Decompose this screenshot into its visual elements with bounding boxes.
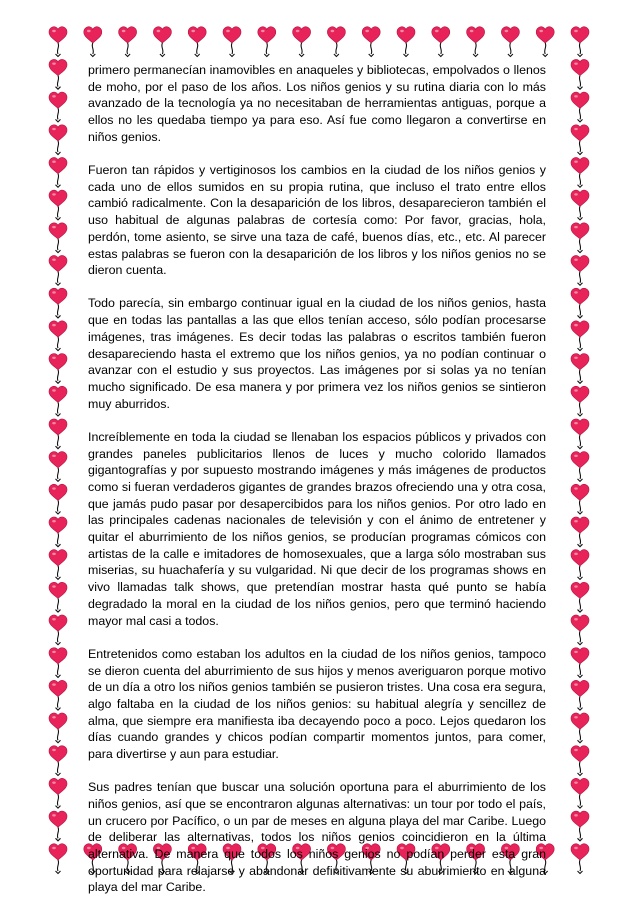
heart-balloon-icon	[49, 125, 67, 155]
heart-balloon-icon	[571, 354, 589, 384]
heart-balloon-icon	[571, 713, 589, 743]
heart-balloon-icon	[188, 27, 206, 57]
heart-balloon-icon	[571, 615, 589, 645]
heart-balloon-icon	[571, 778, 589, 808]
heart-balloon-icon	[49, 517, 67, 547]
heart-balloon-icon	[571, 256, 589, 286]
heart-balloon-icon	[501, 27, 519, 57]
heart-balloon-icon	[49, 713, 67, 743]
heart-balloon-icon	[432, 27, 450, 57]
heart-balloon-icon	[571, 452, 589, 482]
heart-balloon-icon	[327, 27, 345, 57]
paragraph-1: primero permanecían inamovibles en anaqueles y bibliotecas, empolvados o llenos de moho, por el paso de los años. Los niños genios y su rutina diaria con lo más avanzado de la tecnología ya no necesitaban de herramientas antiguas, porque a ellos no les quedaba tiempo ya para eso. Así fue como llegaron a convertirse en niños genios.	[88, 63, 546, 144]
heart-balloon-icon	[467, 27, 485, 57]
heart-balloon-icon	[571, 92, 589, 122]
heart-balloon-icon	[571, 27, 589, 57]
heart-balloon-icon	[49, 321, 67, 351]
heart-balloon-icon	[397, 27, 415, 57]
paragraph-2: Fueron tan rápidos y vertiginosos los cambios en la ciudad de los niños genios y cada uno de ellos sumidos en su propia rutina, que incluso el trato entre ellos cambió radicalmente. Con la desaparición de los libros, desaparecieron también el uso habitual de algunas palabras de cortesía como: Por favor, gracias, hola, perdón, tome asiento, se sirve una taza de café, buenos días, etc., etc. Al parecer estas palabras se fueron con la desaparición de los libros y los niños genios no se dieron cuenta.	[88, 163, 546, 278]
heart-balloon-icon	[571, 582, 589, 612]
heart-balloon-icon	[571, 648, 589, 678]
heart-balloon-icon	[153, 27, 171, 57]
heart-balloon-icon	[536, 27, 554, 57]
heart-balloon-icon	[571, 517, 589, 547]
heart-balloon-icon	[571, 321, 589, 351]
heart-balloon-icon	[49, 256, 67, 286]
heart-balloon-icon	[571, 484, 589, 514]
heart-balloon-icon	[49, 746, 67, 776]
heart-balloon-icon	[49, 92, 67, 122]
heart-balloon-icon	[49, 27, 67, 57]
heart-balloon-icon	[362, 27, 380, 57]
heart-balloon-icon	[49, 844, 67, 874]
heart-balloon-icon	[571, 190, 589, 220]
heart-balloon-icon	[49, 157, 67, 187]
heart-balloon-icon	[49, 811, 67, 841]
heart-balloon-icon	[49, 648, 67, 678]
heart-balloon-icon	[571, 811, 589, 841]
heart-balloon-icon	[571, 386, 589, 416]
heart-balloon-icon	[84, 27, 102, 57]
heart-balloon-icon	[49, 354, 67, 384]
heart-balloon-icon	[49, 582, 67, 612]
heart-balloon-icon	[49, 452, 67, 482]
paragraph-4: Increíblemente en toda la ciudad se llenaban los espacios públicos y privados con grandes paneles publicitarios llenos de luces y mucho colorido llamados gigantografías y por supuesto mostrando imágenes y más imágenes de productos como si fueran verdaderos gigantes de grandes brazos ofreciendo una y otra cosa, que jamás pudo pasar por desapercibidos para los niños genios. Por otro lado en las principales cadenas nacionales de televisión y con el ánimo de entretener y quitar el aburrimiento de los niños genios, se producían programas cómicos con artistas de la calle e imitadores de homosexuales, que a larga sólo mostraban sus miserias, su huachafería y su vulgaridad. Ni que decir de los programas shows en vivo llamadas talk shows, que pretendían mostrar hasta qué punto se había degradado la moral en la ciudad de los niños genios, pero que terminó haciendo mayor mal casi a todos.	[88, 429, 546, 628]
heart-balloon-icon	[223, 27, 241, 57]
heart-balloon-icon	[49, 223, 67, 253]
heart-balloon-icon	[571, 746, 589, 776]
heart-balloon-icon	[571, 223, 589, 253]
heart-balloon-icon	[258, 27, 276, 57]
paragraph-5: Entretenidos como estaban los adultos en la ciudad de los niños genios, tampoco se dieron cuenta del aburrimiento de sus hijos y menos averiguaron porque motivo de un día a otro los niños genios también se pusieron tristes. Una cosa era segura, algo faltaba en la ciudad de los niños genios: su habitual alegría y sencillez de alma, que siempre era manifiesta iba decayendo poco a poco. Lejos quedaron los días cuando grandes y chicos podían compartir momentos juntos, para comer, para divertirse y aun para estudiar.	[88, 646, 546, 762]
heart-balloon-icon	[49, 190, 67, 220]
heart-balloon-icon	[49, 59, 67, 89]
heart-balloon-icon	[571, 157, 589, 187]
heart-balloon-icon	[571, 550, 589, 580]
heart-balloon-icon	[49, 484, 67, 514]
heart-balloon-icon	[49, 386, 67, 416]
heart-balloon-icon	[571, 288, 589, 318]
heart-balloon-icon	[49, 680, 67, 710]
heart-balloon-icon	[49, 419, 67, 449]
heart-balloon-icon	[293, 27, 311, 57]
heart-balloon-icon	[571, 419, 589, 449]
heart-balloon-icon	[119, 27, 137, 57]
heart-balloon-icon	[571, 844, 589, 874]
heart-balloon-icon	[571, 680, 589, 710]
body-text	[88, 62, 546, 913]
paragraph-3: Todo parecía, sin embargo continuar igual en la ciudad de los niños genios, hasta que en todas las pantallas a las que ellos tenían acceso, sólo podían procesarse imágenes, tras imágenes. Es decir todas las palabras o escritos también fueron desapareciendo hasta el extremo que los niños genios, ya no podían continuar o avanzar con el estudio y sus proyectos. Las imágenes por si solas ya no tenían mucho significado. De esa manera y por primera vez los niños genios se sintieron muy aburridos.	[88, 296, 546, 411]
heart-balloon-icon	[49, 550, 67, 580]
heart-balloon-icon	[49, 778, 67, 808]
heart-balloon-icon	[571, 125, 589, 155]
heart-balloon-icon	[571, 59, 589, 89]
heart-balloon-icon	[49, 615, 67, 645]
paragraph-6: Sus padres tenían que buscar una solución oportuna para el aburrimiento de los niños genios, así que se encontraron algunas alternativas: un tour por todo el país, un crucero por Pacífico, o un par de meses en alguna playa del mar Caribe. Luego de deliberar las alternativas, todos los niños genios coincidieron en la última alternativa. De manera que todos los niños genios no podían perder esta gran oportunidad para relajarse y abandonar definitivamente su aburrimiento en alguna playa del mar Caribe.	[88, 780, 546, 895]
heart-balloon-icon	[49, 288, 67, 318]
